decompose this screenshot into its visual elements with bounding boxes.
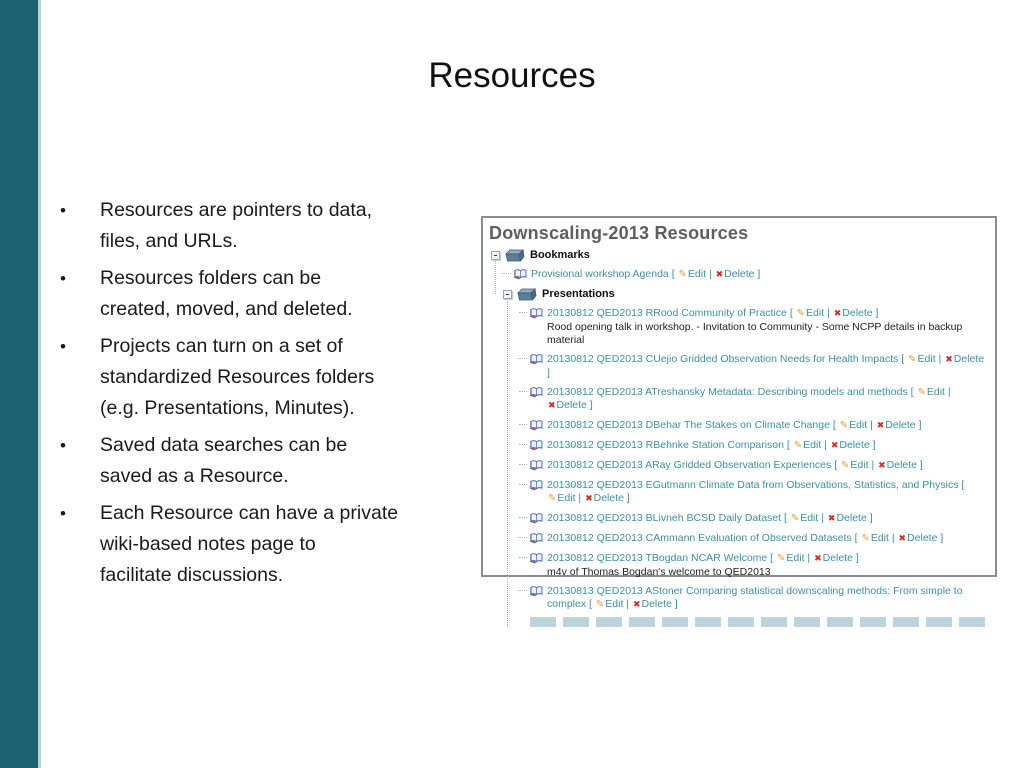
edit-pencil-icon[interactable]: ✎: [548, 493, 557, 504]
row-text: [531, 268, 989, 282]
folder-label: Presentations: [542, 288, 615, 300]
row-text: [542, 288, 989, 301]
bullet-item: [60, 498, 460, 591]
bracket-open: [: [961, 479, 965, 491]
book-icon: [530, 420, 543, 430]
bullet-item: [60, 263, 460, 325]
tree-connector-line: [519, 484, 527, 485]
bracket-open: [: [910, 386, 914, 398]
delete-x-icon[interactable]: ✖: [827, 514, 836, 524]
link-separator: |: [821, 512, 824, 524]
resources-panel-screenshot: [481, 216, 997, 610]
delete-x-icon[interactable]: ✖: [632, 600, 641, 610]
edit-link[interactable]: Edit: [803, 439, 822, 451]
row-text: [547, 439, 989, 453]
row-icons: [519, 439, 547, 450]
tree-item-row: [489, 268, 989, 282]
row-icons: [519, 532, 547, 543]
book-icon: [530, 513, 543, 523]
resource-link[interactable]: Provisional workshop Agenda: [531, 268, 669, 280]
edit-link[interactable]: Edit: [687, 268, 707, 280]
delete-link[interactable]: Delete: [885, 419, 916, 431]
row-text: [547, 585, 989, 612]
resource-tree: [489, 249, 989, 627]
folder-icon: [516, 288, 536, 301]
book-icon: [530, 586, 543, 596]
resource-link[interactable]: 20130812 QED2013 ATreshansky Metadata: Describing models and methods: [547, 386, 908, 398]
link-separator: |: [824, 439, 827, 451]
delete-x-icon[interactable]: ✖: [876, 421, 885, 431]
bullet-text: Resources folders can be created, moved, and deleted.: [100, 267, 353, 320]
edit-link[interactable]: Edit: [557, 492, 576, 504]
bracket-close: ]: [940, 532, 944, 544]
tree-connector-line: [519, 358, 527, 359]
resource-link[interactable]: 20130812 QED2013 BLivneh BCSD Daily Dataset: [547, 512, 782, 524]
bracket-open: [: [832, 419, 836, 431]
bracket-close: ]: [855, 552, 859, 564]
edit-pencil-icon[interactable]: ✎: [796, 308, 806, 319]
edit-pencil-icon[interactable]: ✎: [678, 269, 687, 280]
bullet-marker-icon: •: [60, 269, 66, 288]
link-separator: |: [578, 492, 582, 504]
tree-folder-row: [489, 249, 989, 262]
panel-title: Downscaling-2013 Resources: [489, 223, 749, 243]
bracket-open: [: [854, 532, 858, 544]
delete-link[interactable]: Delete: [836, 512, 867, 524]
link-separator: |: [827, 307, 830, 319]
row-text: [547, 386, 989, 413]
delete-x-icon[interactable]: ✖: [548, 401, 556, 411]
delete-link[interactable]: Delete: [953, 353, 985, 365]
folder-icon: [504, 249, 524, 262]
book-icon: [530, 354, 543, 364]
tree-item-row: [489, 585, 989, 612]
bullet-item: [60, 430, 460, 492]
bracket-open: [: [789, 307, 793, 319]
edit-link[interactable]: Edit: [806, 307, 825, 319]
row-icons: [519, 512, 547, 523]
delete-x-icon[interactable]: ✖: [585, 494, 593, 504]
tree-connector-line: [519, 424, 527, 425]
tree-connector-line: [519, 391, 527, 392]
row-text: [547, 419, 989, 433]
bullet-item: [60, 195, 460, 257]
delete-link[interactable]: Delete: [724, 268, 755, 280]
bullet-marker-icon: •: [60, 337, 66, 356]
row-icons: [519, 459, 547, 470]
edit-link[interactable]: Edit: [849, 419, 868, 431]
bracket-close: ]: [589, 399, 593, 411]
folder-label: Bookmarks: [530, 249, 590, 261]
bullet-marker-icon: •: [60, 436, 66, 455]
bracket-close: ]: [626, 492, 630, 504]
edit-link[interactable]: Edit: [926, 386, 945, 398]
tree-spine-line: [507, 301, 508, 627]
resource-link[interactable]: 20130812 QED2013 EGutmann Climate Data from Observations, Statistics, and Physics: [547, 479, 959, 491]
link-separator: |: [871, 459, 875, 471]
tree-connector-line: [519, 517, 527, 518]
delete-x-icon[interactable]: ✖: [830, 441, 839, 451]
link-separator: |: [708, 268, 712, 280]
row-text: [547, 479, 989, 506]
tree-connector-line: [503, 273, 511, 274]
edit-pencil-icon[interactable]: ✎: [790, 513, 800, 524]
edit-pencil-icon[interactable]: ✎: [595, 599, 605, 610]
delete-link[interactable]: Delete: [593, 492, 624, 504]
row-text: [547, 353, 989, 380]
edit-link[interactable]: Edit: [786, 552, 805, 564]
resource-description: m4v of Thomas Bogdan's welcome to QED2013: [547, 566, 771, 578]
tree-connector-line: [519, 464, 527, 465]
bullet-marker-icon: •: [60, 201, 66, 220]
row-icons: [503, 268, 531, 279]
row-icons: [519, 419, 547, 430]
tree-item-row: [489, 386, 989, 413]
row-icons: [519, 307, 547, 318]
book-icon: [530, 553, 543, 563]
row-icons: [503, 288, 542, 301]
resource-link[interactable]: 20130812 QED2013 DBehar The Stakes on Climate Change: [547, 419, 830, 431]
bullet-text: Each Resource can have a private wiki-based notes page to facilitate discussions.: [100, 502, 399, 586]
link-separator: |: [807, 552, 811, 564]
row-text: [547, 552, 989, 579]
book-icon: [530, 460, 543, 470]
tree-item-row: [489, 552, 989, 579]
tree-item-row: [489, 459, 989, 473]
link-separator: |: [947, 386, 951, 398]
delete-link[interactable]: Delete: [886, 459, 917, 471]
book-icon: [514, 269, 527, 279]
row-icons: [519, 552, 547, 563]
delete-x-icon[interactable]: ✖: [878, 461, 886, 471]
resource-link[interactable]: 20130812 QED2013 ARay Gridded Observation Experiences: [547, 459, 832, 471]
resource-link[interactable]: 20130812 QED2013 CUejio Gridded Observation Needs for Health Impacts: [547, 353, 899, 365]
edit-link[interactable]: Edit: [870, 532, 889, 544]
collapse-expander-icon[interactable]: [503, 290, 512, 299]
bracket-close: ]: [547, 367, 550, 379]
row-text: [530, 249, 989, 262]
delete-link[interactable]: Delete: [556, 399, 587, 411]
tree-connector-line: [519, 537, 527, 538]
delete-link[interactable]: Delete: [907, 532, 938, 544]
tree-folder-row: [489, 288, 989, 301]
bracket-open: [: [770, 552, 774, 564]
book-icon: [530, 440, 543, 450]
tree-connector-line: [519, 557, 527, 558]
edit-pencil-icon[interactable]: ✎: [841, 460, 850, 471]
row-icons: [519, 479, 547, 490]
delete-x-icon[interactable]: ✖: [833, 309, 842, 319]
delete-link[interactable]: Delete: [839, 439, 870, 451]
bracket-close: ]: [757, 268, 761, 280]
row-icons: [519, 386, 547, 397]
edit-link[interactable]: Edit: [800, 512, 819, 524]
bracket-open: [: [671, 268, 675, 280]
tree-spine-line: [495, 261, 496, 294]
row-icons: [491, 249, 530, 262]
resource-link[interactable]: 20130812 QED2013 CAmmann Evaluation of Observed Datasets: [547, 532, 852, 544]
resource-link[interactable]: 20130813 QED2013 AStoner Comparing statistical downscaling methods: From simple to complex: [547, 585, 963, 610]
edit-pencil-icon[interactable]: ✎: [839, 420, 849, 431]
bracket-open: [: [786, 439, 790, 451]
tree-item-row: [489, 512, 989, 526]
tree-connector-line: [519, 312, 527, 313]
resource-description: Rood opening talk in workshop. - Invitation to Community - Some NCPP details in backup material: [547, 321, 963, 346]
tree-item-row: [489, 479, 989, 506]
delete-link[interactable]: Delete: [641, 598, 672, 610]
row-text: [547, 512, 989, 526]
resource-link[interactable]: 20130812 QED2013 RBehnke Station Comparison: [547, 439, 784, 451]
left-accent-bar: [0, 0, 41, 768]
edit-pencil-icon[interactable]: ✎: [777, 553, 786, 564]
book-icon: [530, 480, 543, 490]
edit-link[interactable]: Edit: [850, 459, 869, 471]
edit-pencil-icon[interactable]: ✎: [861, 533, 870, 544]
delete-link[interactable]: Delete: [842, 307, 873, 319]
tree-connector-line: [519, 444, 527, 445]
bracket-close: ]: [919, 459, 923, 471]
book-icon: [530, 308, 543, 318]
book-icon: [530, 387, 543, 397]
delete-x-icon[interactable]: ✖: [898, 534, 907, 544]
book-icon: [530, 533, 543, 543]
bracket-close: ]: [875, 307, 879, 319]
page-title: Resources: [428, 56, 596, 95]
delete-x-icon[interactable]: ✖: [814, 554, 822, 564]
bullet-item: [60, 331, 460, 424]
resource-link[interactable]: 20130812 QED2013 RRood Community of Practice: [547, 307, 787, 319]
edit-link[interactable]: Edit: [605, 598, 624, 610]
tree-item-row: [489, 532, 989, 546]
link-separator: |: [938, 353, 942, 365]
delete-x-icon[interactable]: ✖: [945, 355, 953, 365]
bracket-open: [: [783, 512, 787, 524]
tree-item-row: [489, 419, 989, 433]
bullet-text: Resources are pointers to data, files, and URLs.: [100, 199, 373, 252]
tree-item-row: [489, 353, 989, 380]
row-text: [547, 459, 989, 473]
row-text: [547, 307, 989, 347]
row-icons: [519, 353, 547, 364]
bracket-close: ]: [869, 512, 873, 524]
bullet-text: Saved data searches can be saved as a Resource.: [100, 434, 348, 487]
bullet-list: [60, 195, 460, 597]
bracket-open: [: [901, 353, 905, 365]
bullet-text: Projects can turn on a set of standardized Resources folders (e.g. Presentations, Minutes).: [100, 335, 375, 419]
bracket-close: ]: [872, 439, 876, 451]
link-separator: |: [626, 598, 630, 610]
delete-link[interactable]: Delete: [822, 552, 853, 564]
edit-pencil-icon[interactable]: ✎: [908, 354, 917, 365]
row-icons: [519, 585, 547, 596]
edit-link[interactable]: Edit: [917, 353, 936, 365]
clipped-partial-row: [530, 617, 989, 627]
tree-item-row: [489, 307, 989, 347]
row-text: [547, 532, 989, 546]
link-separator: |: [891, 532, 895, 544]
bracket-open: [: [589, 598, 592, 610]
edit-pencil-icon[interactable]: ✎: [793, 440, 803, 451]
link-separator: |: [870, 419, 873, 431]
tree-item-row: [489, 439, 989, 453]
bracket-close: ]: [918, 419, 922, 431]
collapse-expander-icon[interactable]: [491, 251, 500, 260]
bracket-open: [: [834, 459, 838, 471]
bracket-close: ]: [674, 598, 678, 610]
edit-pencil-icon[interactable]: ✎: [917, 387, 926, 398]
bullet-marker-icon: •: [60, 504, 66, 523]
delete-x-icon[interactable]: ✖: [715, 270, 724, 280]
resource-link[interactable]: 20130812 QED2013 TBogdan NCAR Welcome: [547, 552, 768, 564]
tree-connector-line: [519, 590, 527, 591]
